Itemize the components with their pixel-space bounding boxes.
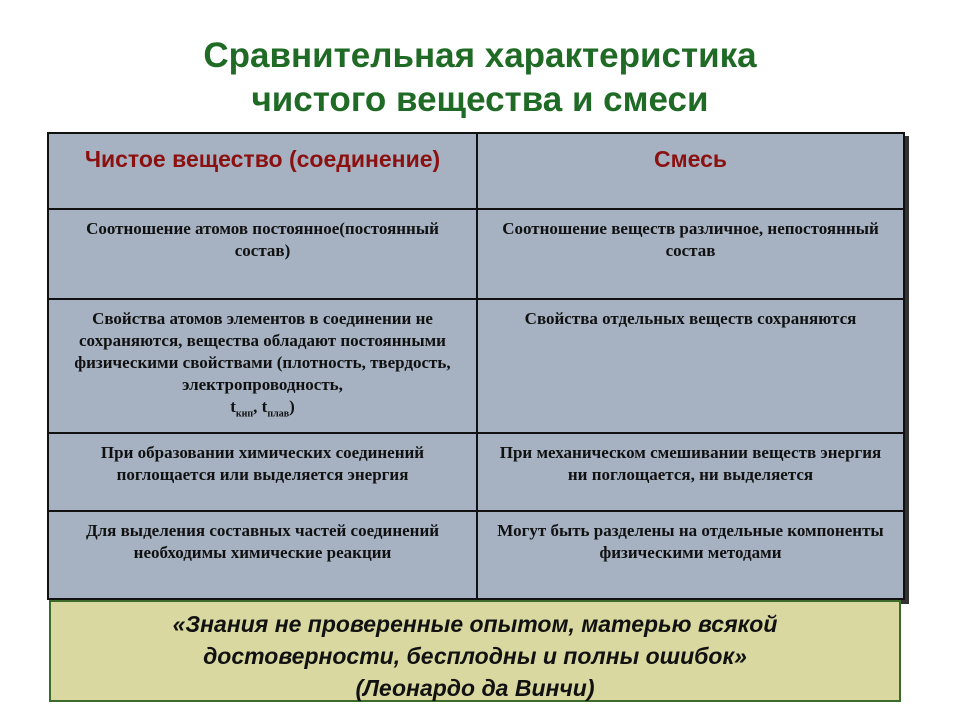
row-2-pure-substance [48,299,477,433]
slide-title-line-1: Сравнительная характеристика [203,36,757,75]
row-3-mixture: При механическом смешивании веществ энергия ни поглощается, ни выделяется [477,433,904,511]
table-row [48,299,904,433]
slide-title [0,34,960,122]
closing-paren: ) [289,397,295,416]
quote-line-1: «Знания не проверенные опытом, матерью всякой [172,611,778,637]
t-separator: , t [253,397,268,416]
comparison-table [47,132,905,600]
table-header-row [48,133,904,209]
table-row [48,511,904,599]
row-2-mixture: Свойства отдельных веществ сохраняются [477,299,904,433]
table-row [48,209,904,299]
t-boil-subscript: кип [235,408,254,420]
table-row [48,433,904,511]
quote-author: (Леонардо да Винчи) [355,675,595,701]
row-4-mixture: Могут быть разделены на отдельные компоненты физическими методами [477,511,904,599]
quote-line-2: достоверности, бесплодны и полны ошибок» [203,643,747,669]
row-1-mixture: Соотношение веществ различное, непостоянный состав [477,209,904,299]
header-pure-substance: Чистое вещество (соединение) [48,133,477,209]
t-melt-subscript: плав [267,408,290,420]
t-symbol: t [230,397,236,416]
row-4-pure-substance: Для выделения составных частей соединений необходимы химические реакции [48,511,477,599]
row-2-pure-substance-text: Свойства атомов элементов в соединении не сохраняются, вещества обладают постоянными физическими свойствами (плотность, твердость, электропроводность, [74,309,451,394]
quote-box [49,600,901,702]
row-3-pure-substance: При образовании химических соединений поглощается или выделяется энергия [48,433,477,511]
header-mixture: Смесь [477,133,904,209]
slide-title-line-2: чистого вещества и смеси [251,80,709,119]
row-1-pure-substance: Соотношение атомов постоянное(постоянный состав) [48,209,477,299]
